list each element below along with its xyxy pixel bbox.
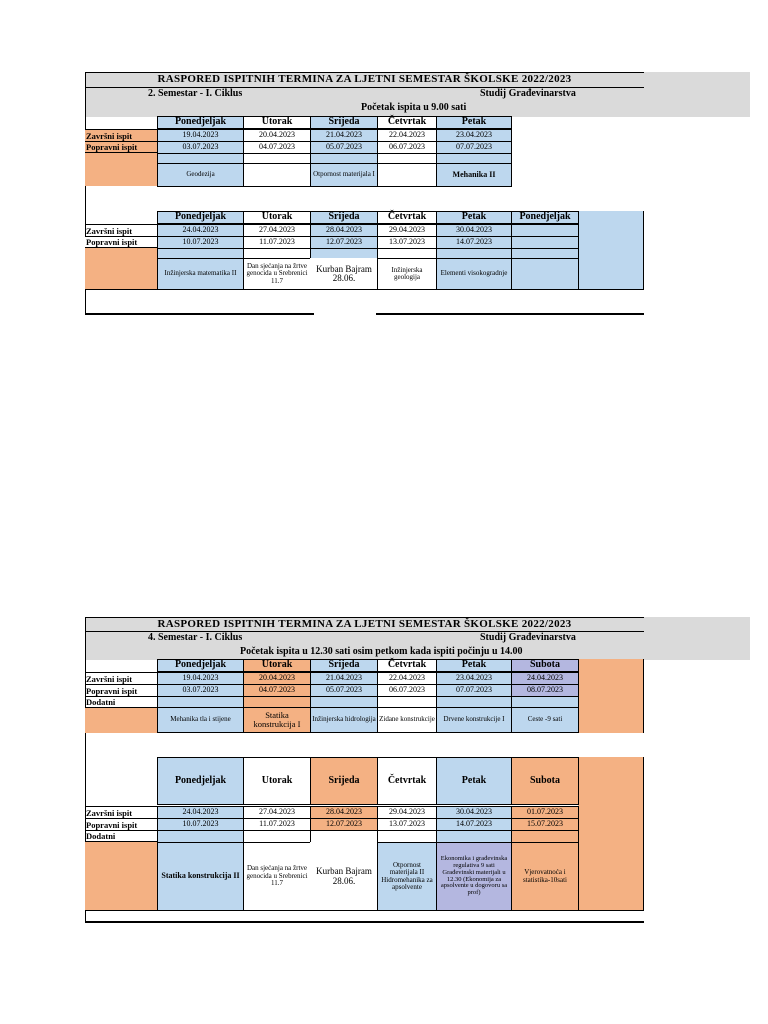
day-header: Srijeda — [310, 757, 378, 805]
popravni-date: 10.07.2023 — [157, 236, 244, 249]
subject-cell — [377, 163, 437, 187]
schedule-title: RASPORED ISPITNIH TERMINA ZA LJETNI SEMESTAR ŠKOLSKE 2022/2023 — [157, 72, 572, 85]
day-header: Srijeda — [310, 211, 378, 224]
popravni-date: 07.07.2023 — [436, 141, 512, 154]
zavrsni-date: 22.04.2023 — [377, 672, 437, 685]
zavrsni-date: 23.04.2023 — [436, 129, 512, 142]
zavrsni-date: 21.04.2023 — [310, 129, 378, 142]
zavrsni-date: 29.04.2023 — [377, 224, 437, 237]
label-column-bg — [85, 708, 157, 733]
popravni-date: 06.07.2023 — [377, 141, 437, 154]
zavrsni-date: 29.04.2023 — [377, 806, 437, 819]
day-header: Utorak — [243, 757, 311, 805]
subject-cell: Dan sjećanja na žrtve genocida u Srebrenici 11.7 — [243, 258, 311, 290]
zavrsni-date: 24.04.2023 — [511, 672, 579, 685]
row-label-zavrsni: Završni ispit — [85, 224, 157, 236]
start-time-label: Početak ispita u 9.00 sati — [361, 102, 467, 113]
popravni-date: 11.07.2023 — [243, 818, 311, 831]
row-label-popravni: Popravni ispit — [85, 236, 157, 248]
day-header: Petak — [436, 659, 512, 672]
popravni-date: 08.07.2023 — [511, 684, 579, 697]
subject-cell: Mehanika tla i stijene — [157, 707, 244, 733]
day-header: Četvrtak — [377, 211, 437, 224]
day-header: Subota — [511, 659, 579, 672]
extra-column-bg — [578, 757, 644, 911]
label-column-bg — [85, 842, 157, 911]
subject-cell: Otpornost materijala I — [310, 163, 378, 187]
zavrsni-date: 28.04.2023 — [310, 224, 378, 237]
popravni-date: 14.07.2023 — [436, 818, 512, 831]
zavrsni-date: 24.04.2023 — [157, 224, 244, 237]
subject-cell: Statika konstrukcija I — [243, 707, 311, 733]
popravni-date: 15.07.2023 — [511, 818, 579, 831]
popravni-date: 03.07.2023 — [157, 684, 244, 697]
popravni-date: 04.07.2023 — [243, 684, 311, 697]
subject-cell: Mehanika II — [436, 163, 512, 187]
day-header: Subota — [511, 757, 579, 805]
popravni-date: 11.07.2023 — [243, 236, 311, 249]
day-header: Srijeda — [310, 116, 378, 129]
subject-cell: Inžinjerska hidrologija — [310, 707, 378, 733]
popravni-date: 04.07.2023 — [243, 141, 311, 154]
study-label: Studij Građevinarstva — [480, 88, 576, 99]
subject-cell: Drvene konstrukcije I — [436, 707, 512, 733]
right-border — [643, 757, 644, 911]
zavrsni-date: 24.04.2023 — [157, 806, 244, 819]
subject-cell: Kurban Bajram 28.06. — [310, 842, 378, 911]
popravni-date: 05.07.2023 — [310, 141, 378, 154]
day-header: Petak — [436, 116, 512, 129]
zavrsni-date: 01.07.2023 — [511, 806, 579, 819]
schedule-title: RASPORED ISPITNIH TERMINA ZA LJETNI SEMESTAR ŠKOLSKE 2022/2023 — [157, 617, 572, 630]
divider — [85, 289, 644, 290]
extra-column-bg — [578, 211, 644, 290]
popravni-date: 07.07.2023 — [436, 684, 512, 697]
day-header: Srijeda — [310, 659, 378, 672]
bottom-border — [85, 313, 314, 315]
row-label-zavrsni: Završni ispit — [85, 129, 157, 141]
day-header: Četvrtak — [377, 116, 437, 129]
zavrsni-date: 30.04.2023 — [436, 224, 512, 237]
empty-cell — [511, 258, 579, 290]
zavrsni-date: 30.04.2023 — [436, 806, 512, 819]
row-label-popravni: Popravni ispit — [85, 684, 157, 696]
bottom-border — [85, 921, 644, 923]
zavrsni-date: 19.04.2023 — [157, 129, 244, 142]
day-header: Ponedjeljak — [157, 659, 244, 672]
day-header: Utorak — [243, 659, 311, 672]
popravni-date: 14.07.2023 — [436, 236, 512, 249]
subject-cell: Geodezija — [157, 163, 244, 187]
popravni-date: 06.07.2023 — [377, 684, 437, 697]
semester-label: 2. Semestar - I. Ciklus — [148, 88, 243, 99]
zavrsni-date: 28.04.2023 — [310, 806, 378, 819]
day-header: Ponedjeljak — [157, 211, 244, 224]
subject-cell: Inžinjerska geologija — [377, 258, 437, 290]
right-border — [643, 659, 644, 733]
row-label-dodatni: Dodatni — [85, 696, 157, 708]
bottom-border — [376, 313, 644, 315]
subject-cell: Vjerovatnoća i statistika-10sati — [511, 842, 579, 911]
zavrsni-date: 20.04.2023 — [243, 129, 311, 142]
zavrsni-date: 19.04.2023 — [157, 672, 244, 685]
right-border — [643, 211, 644, 290]
day-header: Četvrtak — [377, 757, 437, 805]
subject-cell: Kurban Bajram 28.06. — [310, 258, 378, 290]
extra-column-bg — [578, 659, 644, 733]
day-header: Petak — [436, 757, 512, 805]
subject-cell: Elementi visokogradnje — [436, 258, 512, 290]
semester-label: 4. Semestar - I. Ciklus — [148, 632, 243, 643]
zavrsni-date: 23.04.2023 — [436, 672, 512, 685]
study-label: Studij Građevinarstva — [480, 632, 576, 643]
popravni-date: 05.07.2023 — [310, 684, 378, 697]
subject-cell: Otpornost materijala II Hidromehanika za apsolvente — [377, 842, 437, 911]
zavrsni-date: 27.04.2023 — [243, 806, 311, 819]
day-header: Ponedjeljak — [157, 757, 244, 805]
row-label-zavrsni: Završni ispit — [85, 806, 157, 818]
subject-cell: Dan sjećanja na žrtve genocida u Srebrenici 11.7 — [243, 842, 311, 911]
subject-cell: Zidane konstrukcije — [377, 707, 437, 733]
row-label-popravni: Popravni ispit — [85, 818, 157, 830]
divider — [85, 910, 644, 911]
row-label-dodatni: Dodatni — [85, 830, 157, 842]
popravni-date: 13.07.2023 — [377, 236, 437, 249]
subject-cell: Ekonomika i građevinska regulativa 9 sati Građevinski materijali u 12.30 (Ekonomija za apsolvente u dogovoru sa prof) — [436, 842, 512, 911]
zavrsni-date: 27.04.2023 — [243, 224, 311, 237]
row-label-zavrsni: Završni ispit — [85, 672, 157, 684]
zavrsni-date: 21.04.2023 — [310, 672, 378, 685]
subject-cell: Inžinjerska matematika II — [157, 258, 244, 290]
zavrsni-date: 20.04.2023 — [243, 672, 311, 685]
popravni-date: 10.07.2023 — [157, 818, 244, 831]
popravni-date: 03.07.2023 — [157, 141, 244, 154]
subject-cell: Ceste -9 sati — [511, 707, 579, 733]
day-header: Ponedjeljak — [157, 116, 244, 129]
row-label-popravni: Popravni ispit — [85, 141, 157, 153]
day-header: Ponedjeljak — [511, 211, 579, 224]
zavrsni-date: 22.04.2023 — [377, 129, 437, 142]
day-header: Utorak — [243, 211, 311, 224]
subject-cell — [243, 163, 311, 187]
subject-cell: Statika konstrukcija II — [157, 842, 244, 911]
day-header: Petak — [436, 211, 512, 224]
popravni-date: 13.07.2023 — [377, 818, 437, 831]
popravni-date: 12.07.2023 — [310, 236, 378, 249]
day-header: Četvrtak — [377, 659, 437, 672]
popravni-date: 12.07.2023 — [310, 818, 378, 831]
start-time-label: Početak ispita u 12.30 sati osim petkom kada ispiti počinju u 14.00 — [240, 646, 523, 657]
day-header: Utorak — [243, 116, 311, 129]
